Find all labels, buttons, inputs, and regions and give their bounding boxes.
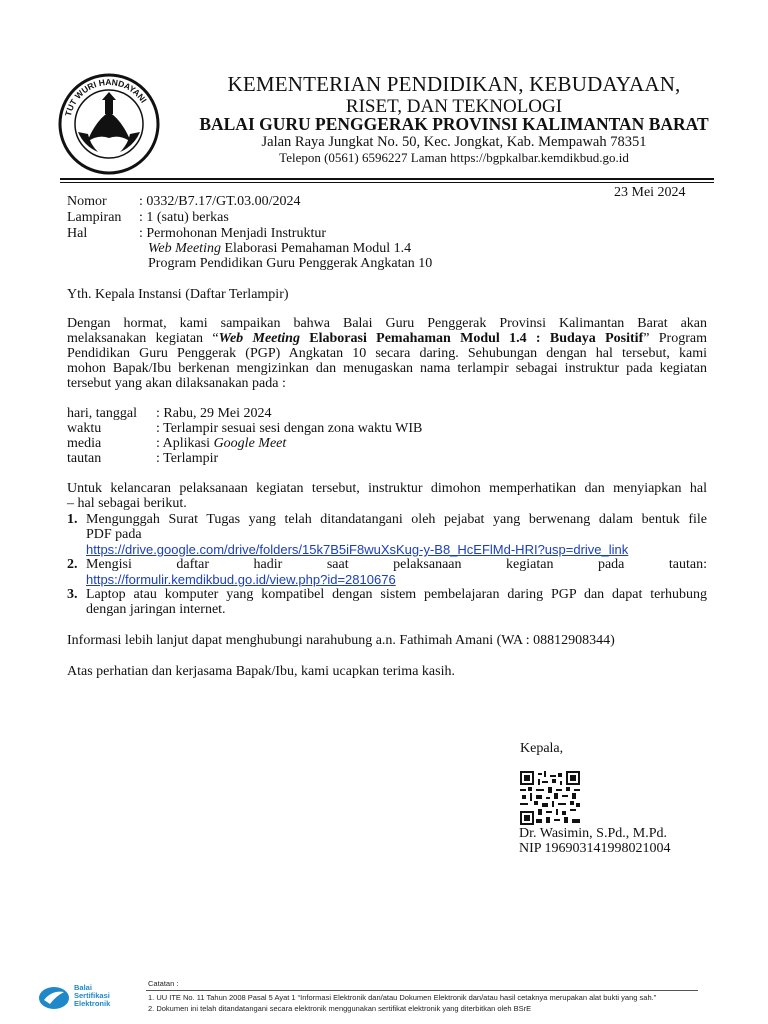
schedule-media-app: Google Meet: [213, 436, 287, 451]
header-rule: [60, 178, 714, 180]
intro-line-4: mohon Bapak/Ibu berkenan mengizinkan dan menugaskan nama terlampir sebagai instruktur pada kegiatan: [67, 361, 707, 376]
item-2-line-1: Mengisi daftar hadir saat pelaksanaan kegiatan pada tautan:: [86, 557, 707, 572]
hal-value-3: Program Pendidikan Guru Penggerak Angkatan 10: [148, 256, 433, 271]
schedule-time-value: : Terlampir sesuai sesi dengan zona waktu WIB: [156, 421, 423, 436]
schedule-link-value: : Terlampir: [156, 451, 219, 466]
letter-date: 23 Mei 2024: [614, 185, 686, 200]
item-1-line-2: PDF pada: [86, 527, 142, 542]
footer-note-1: 1. UU ITE No. 11 Tahun 2008 Pasal 5 Ayat 1 “Informasi Elektronik dan/atau Dokumen Elektronik dan/atau hasil cetaknya merupakan alat bukti yang sah.”: [148, 993, 657, 1002]
item-1-number: 1.: [67, 512, 78, 527]
nomor-value: : 0332/B7.17/GT.03.00/2024: [139, 194, 301, 209]
preface-line-1: Untuk kelancaran pelaksanaan kegiatan tersebut, instruktur dimohon memperhatikan dan menyiapkan hal: [67, 481, 707, 496]
intro-line-2-a: melaksanakan kegiatan “: [67, 331, 219, 346]
drive-upload-link[interactable]: https://drive.google.com/drive/folders/15k7B5iF8wuXsKug-y-B8_HcEFlMd-HRI?usp=drive_link: [86, 542, 629, 557]
signature-title: Kepala,: [520, 741, 564, 756]
lampiran-value: : 1 (satu) berkas: [139, 210, 229, 225]
ministry-line-1: KEMENTERIAN PENDIDIKAN, KEBUDAYAAN,: [227, 72, 681, 96]
footer-rule: [146, 990, 698, 991]
bsre-line-2: Sertifikasi: [74, 991, 110, 1000]
intro-line-2-d: ” Program: [643, 331, 707, 346]
footer-note-2: 2. Dokumen ini telah ditandatangani secara elektronik menggunakan sertifikat elektronik yang diterbitkan oleh BSrE: [148, 1004, 532, 1013]
hal-value-2: [148, 241, 411, 256]
schedule-day-value: : Rabu, 29 Mei 2024: [156, 406, 272, 421]
schedule-link-label: tautan: [67, 451, 102, 466]
item-3-number: 3.: [67, 587, 78, 602]
intro-line-1: Dengan hormat, kami sampaikan bahwa Balai Guru Penggerak Provinsi Kalimantan Barat akan: [67, 316, 707, 331]
header-rule-thin: [60, 182, 714, 183]
intro-line-5: tersebut yang akan dilaksanakan pada :: [67, 376, 286, 391]
hal-web-meeting: Web Meeting: [148, 241, 221, 256]
item-3-line-1: Laptop atau komputer yang kompatibel dengan sistem pembelajaran daring PGP dan dapat terhubung: [86, 587, 707, 602]
hal-value-2-rest: Elaborasi Pemahaman Modul 1.4: [220, 241, 412, 256]
lampiran-label: Lampiran: [67, 210, 122, 225]
bsre-line-1: Balai: [74, 983, 92, 992]
recipient: Yth. Kepala Instansi (Daftar Terlampir): [67, 287, 289, 302]
schedule-media-label: media: [67, 436, 102, 451]
item-3-line-2: dengan jaringan internet.: [86, 602, 226, 617]
bsre-logo: [38, 984, 134, 1012]
logo-motto: TUT WURI HANDAYANI: [62, 76, 149, 118]
item-2-number: 2.: [67, 557, 78, 572]
bsre-name: [74, 984, 110, 1008]
ministry-line-2: RISET, DAN TEKNOLOGI: [345, 96, 563, 117]
signature-qr-code: [520, 771, 580, 825]
signatory-nip: NIP 196903141998021004: [519, 841, 671, 856]
hal-label: Hal: [67, 226, 88, 241]
bsre-line-3: Elektronik: [74, 999, 111, 1008]
intro-web-meeting: Web Meeting: [218, 331, 300, 346]
schedule-media-prefix: : Aplikasi: [156, 436, 214, 451]
attendance-form-link[interactable]: https://formulir.kemdikbud.go.id/view.php?id=2810676: [86, 572, 396, 587]
signatory-name: Dr. Wasimin, S.Pd., M.Pd.: [519, 826, 667, 841]
tut-wuri-handayani-logo: [52, 72, 166, 176]
office-name: BALAI GURU PENGGERAK PROVINSI KALIMANTAN BARAT: [199, 114, 709, 134]
schedule-media-value: [156, 436, 286, 451]
intro-line-2: [67, 331, 707, 346]
schedule-time-label: waktu: [67, 421, 102, 436]
item-1-line-1: Mengunggah Surat Tugas yang telah ditandatangani oleh pejabat yang berwenang dalam bentuk file: [86, 512, 707, 527]
nomor-label: Nomor: [67, 194, 107, 209]
footer-notes-heading: Catatan :: [148, 979, 179, 988]
closing-text: Atas perhatian dan kerjasama Bapak/Ibu, kami ucapkan terima kasih.: [67, 664, 455, 679]
intro-line-3: Pendidikan Guru Penggerak (PGP) Angkatan 10 secara daring. Sehubungan dengan hal tersebut, kami: [67, 346, 707, 361]
intro-event-title: Elaborasi Pemahaman Modul 1.4 : Budaya Positif: [299, 331, 644, 346]
hal-value-1: : Permohonan Menjadi Instruktur: [139, 226, 327, 241]
contact-info: Informasi lebih lanjut dapat menghubungi narahubung a.n. Fathimah Amani (WA : 08812908344): [67, 633, 615, 648]
office-contact: Telepon (0561) 6596227 Laman https://bgpkalbar.kemdikbud.go.id: [279, 150, 629, 165]
bsre-emblem-icon: [38, 984, 72, 1012]
office-address: Jalan Raya Jungkat No. 50, Kec. Jongkat, Kab. Mempawah 78351: [261, 134, 647, 150]
preface-line-2: – hal sebagai berikut.: [67, 496, 187, 511]
schedule-day-label: hari, tanggal: [67, 406, 137, 421]
